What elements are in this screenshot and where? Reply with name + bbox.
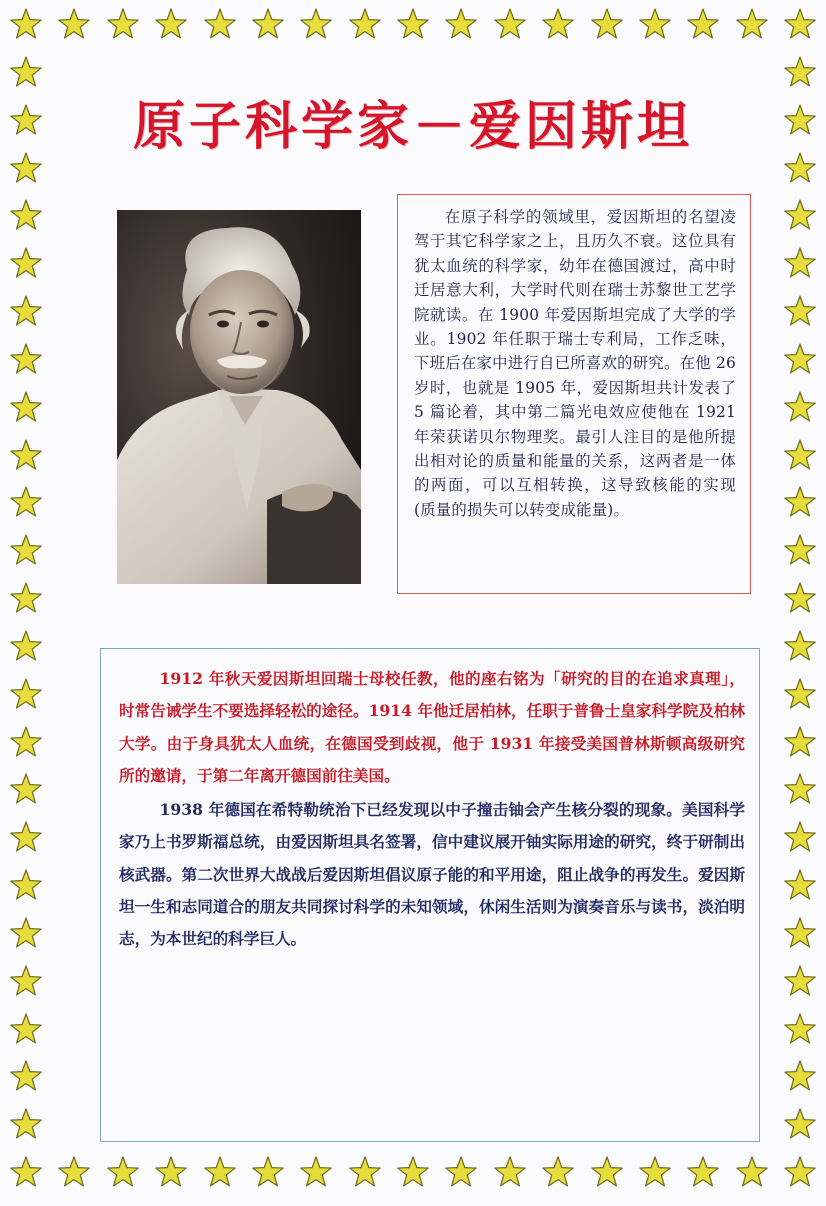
star-icon xyxy=(541,8,575,42)
star-icon xyxy=(299,8,333,42)
star-icon xyxy=(783,1060,817,1094)
star-icon xyxy=(783,726,817,760)
einstein-portrait xyxy=(117,210,361,584)
star-icon xyxy=(735,8,769,42)
star-icon xyxy=(783,678,817,712)
page-title: 原子科学家－爱因斯坦 xyxy=(132,96,693,157)
star-icon xyxy=(106,8,140,42)
star-icon xyxy=(396,8,430,42)
star-icon xyxy=(783,199,817,233)
star-icon xyxy=(9,295,43,329)
star-icon xyxy=(9,726,43,760)
portrait-photo-icon xyxy=(117,210,361,584)
star-icon xyxy=(396,1156,430,1190)
star-icon xyxy=(783,295,817,329)
star-icon xyxy=(57,8,91,42)
star-icon xyxy=(493,8,527,42)
star-icon xyxy=(203,8,237,42)
star-icon xyxy=(9,630,43,664)
star-icon xyxy=(106,1156,140,1190)
star-icon xyxy=(590,8,624,42)
star-icon xyxy=(444,1156,478,1190)
star-icon xyxy=(783,965,817,999)
star-icon xyxy=(783,773,817,807)
star-icon xyxy=(783,486,817,520)
star-icon xyxy=(783,247,817,281)
star-icon xyxy=(783,391,817,425)
star-icon xyxy=(9,582,43,616)
star-icon xyxy=(686,1156,720,1190)
star-icon xyxy=(783,1108,817,1142)
star-icon xyxy=(9,391,43,425)
star-icon xyxy=(590,1156,624,1190)
star-icon xyxy=(9,1060,43,1094)
biography-text-box xyxy=(100,648,760,1142)
star-icon xyxy=(9,534,43,568)
star-icon xyxy=(154,8,188,42)
star-icon xyxy=(541,1156,575,1190)
star-icon xyxy=(203,1156,237,1190)
star-icon xyxy=(9,869,43,903)
star-icon xyxy=(735,1156,769,1190)
intro-paragraph: 在原子科学的领域里，爱因斯坦的名望凌驾于其它科学家之上，且历久不衰。这位具有犹太血统的科学家，幼年在德国渡过，高中时迁居意大利，大学时代则在瑞士苏黎世工艺学院就读。在 1900 年爱因斯坦完成了大学的学业。1902 年任职于瑞士专利局，工作乏味，下班后在家中进行自已所喜欢的研究。在他 26 岁时，也就是 1905 年，爱因斯坦共计发表了 5 篇论着，其中第二篇光电效应使他在 1921 年荣获诺贝尔物理奖。最引人注目的是他所提出相对论的质量和能量的关系，这两者是一体的两面，可以互相转换，这导致核能的实现 (质量的损失可以转变成能量)。 xyxy=(414,208,736,519)
star-icon xyxy=(251,8,285,42)
star-icon xyxy=(9,1156,43,1190)
star-icon xyxy=(9,821,43,855)
star-icon xyxy=(9,199,43,233)
star-icon xyxy=(348,1156,382,1190)
star-icon xyxy=(9,773,43,807)
star-icon xyxy=(783,821,817,855)
star-icon xyxy=(9,965,43,999)
star-icon xyxy=(493,1156,527,1190)
star-icon xyxy=(9,8,43,42)
star-icon xyxy=(444,8,478,42)
star-icon xyxy=(154,1156,188,1190)
star-icon xyxy=(783,439,817,473)
star-icon xyxy=(783,582,817,616)
biography-paragraph-1: 1912 年秋天爱因斯坦回瑞士母校任教，他的座右铭为「研究的目的在追求真理」，时常告诫学生不要选择轻松的途径。1914 年他迁居柏林，任职于普鲁士皇家科学院及柏林大学。由于身具犹太人血统，在德国受到歧视，他于 1931 年接受美国普林斯顿高级研究所的邀请，于第二年离开德国前往美国。 xyxy=(119,669,745,785)
star-icon xyxy=(348,8,382,42)
star-icon xyxy=(9,917,43,951)
star-icon xyxy=(783,343,817,377)
biography-paragraph-2: 1938 年德国在希特勒统治下已经发现以中子撞击铀会产生核分裂的现象。美国科学家乃上书罗斯福总统，由爱因斯坦具名签署，信中建议展开铀实际用途的研究，终于研制出核武器。第二次世界大战战后爱因斯坦倡议原子能的和平用途，阻止战争的再发生。爱因斯坦一生和志同道合的朋友共同探讨科学的未知领域，休闲生活则为演奏音乐与读书，淡泊明志，为本世纪的科学巨人。 xyxy=(119,800,745,949)
star-icon xyxy=(57,1156,91,1190)
star-icon xyxy=(9,1108,43,1142)
star-icon xyxy=(686,8,720,42)
intro-text-box xyxy=(397,194,751,594)
star-icon xyxy=(783,630,817,664)
star-icon xyxy=(783,534,817,568)
star-icon xyxy=(783,917,817,951)
star-icon xyxy=(9,439,43,473)
star-icon xyxy=(9,1013,43,1047)
star-icon xyxy=(9,343,43,377)
star-icon xyxy=(9,486,43,520)
star-icon xyxy=(9,678,43,712)
star-icon xyxy=(783,869,817,903)
star-icon xyxy=(638,1156,672,1190)
star-icon xyxy=(251,1156,285,1190)
star-icon xyxy=(783,8,817,42)
star-icon xyxy=(638,8,672,42)
star-icon xyxy=(299,1156,333,1190)
star-icon xyxy=(9,247,43,281)
star-icon xyxy=(783,1156,817,1190)
star-icon xyxy=(783,1013,817,1047)
